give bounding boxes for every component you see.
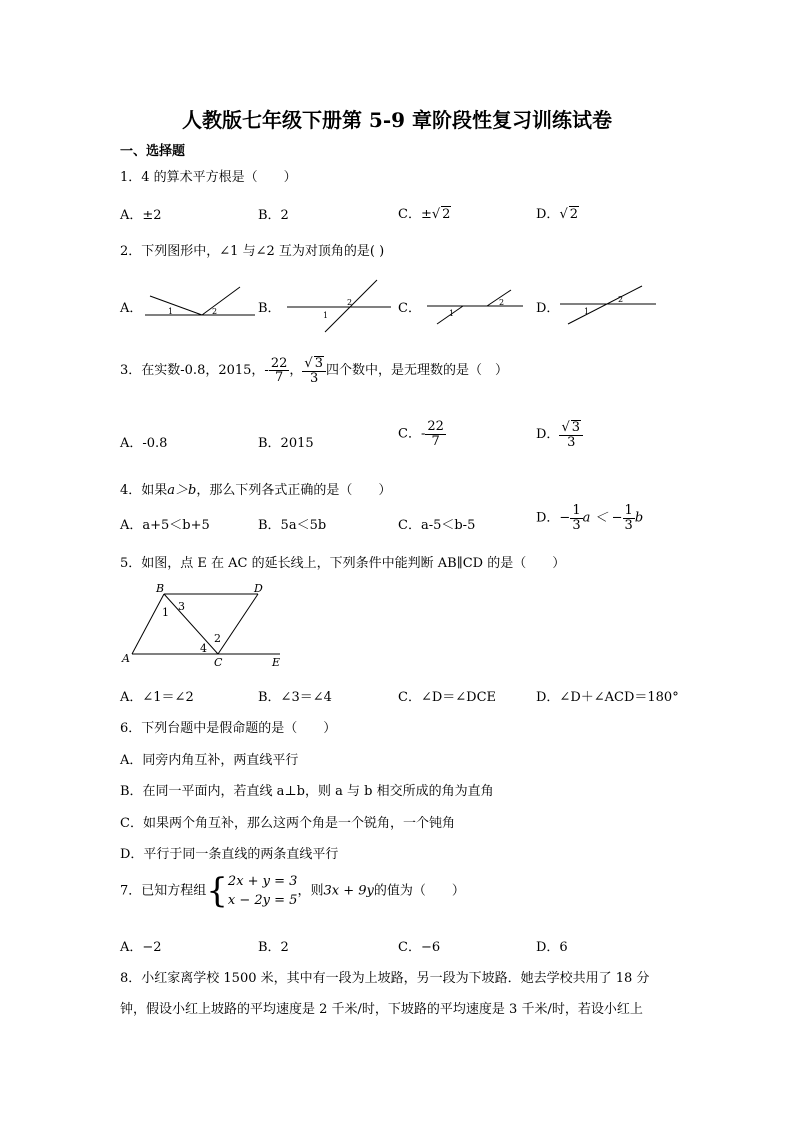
q5-option-d: D．∠D＋∠ACD＝180° bbox=[536, 690, 679, 705]
q2-label-b: B． bbox=[258, 301, 281, 316]
q2-figure-b bbox=[285, 278, 395, 334]
q6-option-a: A．同旁内角互补，两直线平行 bbox=[120, 753, 299, 768]
q1-option-b: B．2 bbox=[258, 208, 289, 223]
question-6-stem: 6．下列台题中是假命题的是（ ） bbox=[120, 721, 337, 736]
question-4-stem: 4．如果a＞b，那么下列各式正确的是（ ） bbox=[120, 483, 392, 498]
question-8-line-1: 8．小红家离学校 1500 米，其中有一段为上坡路，另一段为下坡路．她去学校共用了 18 分 bbox=[120, 971, 650, 986]
q7-option-a: A．−2 bbox=[120, 940, 162, 955]
q7-option-d: D．6 bbox=[536, 940, 568, 955]
section-heading: 一、选择题 bbox=[120, 144, 186, 159]
question-3-stem: 3．在实数-0.8，2015，- $\frac{22}{7}$ ， $\frac{√ 3}{3}$ 四个数中，是无理数的是（ ） bbox=[120, 355, 508, 386]
question-1-stem: 1．4 的算术平方根是（ ） bbox=[120, 170, 297, 185]
svg-text:B: B bbox=[156, 582, 165, 595]
svg-text:E: E bbox=[272, 656, 281, 669]
q1-option-c: C．±√ 2 bbox=[398, 207, 451, 222]
q4-option-b: B．5a＜5b bbox=[258, 518, 327, 533]
q2-figure-a bbox=[140, 282, 260, 322]
q2-figure-d bbox=[558, 282, 658, 328]
q4-option-c: C．a-5＜b-5 bbox=[398, 518, 476, 533]
q5-option-a: A．∠1＝∠2 bbox=[120, 690, 194, 705]
q5-option-c: C．∠D＝∠DCE bbox=[398, 690, 497, 705]
q2-figure-c bbox=[425, 288, 525, 328]
svg-text:2: 2 bbox=[214, 632, 221, 645]
q5-option-b: B．∠3＝∠4 bbox=[258, 690, 332, 705]
svg-text:1: 1 bbox=[449, 309, 455, 318]
svg-text:4: 4 bbox=[200, 642, 207, 655]
q3-option-c: C．- $\frac{22}{7}$ bbox=[398, 419, 444, 449]
question-7-stem: 7．已知方程组{ 2x + y = 3 x − 2y = 5 ，则3x + 9y的值为（ ） bbox=[120, 871, 465, 911]
svg-text:1: 1 bbox=[162, 606, 169, 619]
q7-option-b: B．2 bbox=[258, 940, 289, 955]
svg-text:2: 2 bbox=[212, 307, 218, 316]
page-title: 人教版七年级下册第 5-9 章阶段性复习训练试卷 bbox=[181, 108, 613, 132]
q2-label-a: A． bbox=[120, 301, 143, 316]
svg-text:2: 2 bbox=[618, 295, 624, 304]
q4-option-d: D．− $\frac{1}{3}$ a ＜ − $\frac{1}{3}$ b bbox=[536, 503, 644, 533]
q5-figure bbox=[120, 580, 290, 670]
svg-text:1: 1 bbox=[323, 311, 329, 320]
q4-option-a: A．a+5＜b+5 bbox=[120, 518, 210, 533]
svg-text:1: 1 bbox=[168, 307, 174, 316]
q1-option-a: A．±2 bbox=[120, 208, 162, 223]
question-8-line-2: 钟，假设小红上坡路的平均速度是 2 千米/时，下坡路的平均速度是 3 千米/时，若设小红上 bbox=[120, 1002, 643, 1017]
q7-option-c: C．−6 bbox=[398, 940, 441, 955]
q2-label-d: D． bbox=[536, 301, 560, 316]
svg-text:D: D bbox=[254, 582, 263, 595]
q6-option-d: D．平行于同一条直线的两条直线平行 bbox=[120, 847, 339, 862]
svg-text:2: 2 bbox=[347, 298, 353, 307]
question-2-stem: 2．下列图形中，∠1 与∠2 互为对顶角的是( ) bbox=[120, 244, 385, 259]
q2-label-c: C． bbox=[398, 301, 421, 316]
q6-option-c: C．如果两个角互补，那么这两个角是一个锐角，一个钝角 bbox=[120, 816, 455, 831]
svg-text:C: C bbox=[214, 656, 223, 669]
q3-option-a: A．-0.8 bbox=[120, 436, 168, 451]
svg-text:3: 3 bbox=[178, 600, 185, 613]
q3-option-b: B．2015 bbox=[258, 436, 314, 451]
question-5-stem: 5．如图，点 E 在 AC 的延长线上，下列条件中能判断 AB∥CD 的是（ ） bbox=[120, 556, 566, 571]
svg-text:2: 2 bbox=[499, 298, 505, 307]
svg-text:1: 1 bbox=[584, 307, 590, 316]
svg-text:A: A bbox=[122, 652, 130, 665]
q3-option-d: D． $\frac{√ 3}{3}$ bbox=[536, 420, 583, 449]
q1-option-d: D．√ 2 bbox=[536, 207, 579, 222]
q6-option-b: B．在同一平面内，若直线 a⊥b，则 a 与 b 相交所成的角为直角 bbox=[120, 784, 494, 799]
